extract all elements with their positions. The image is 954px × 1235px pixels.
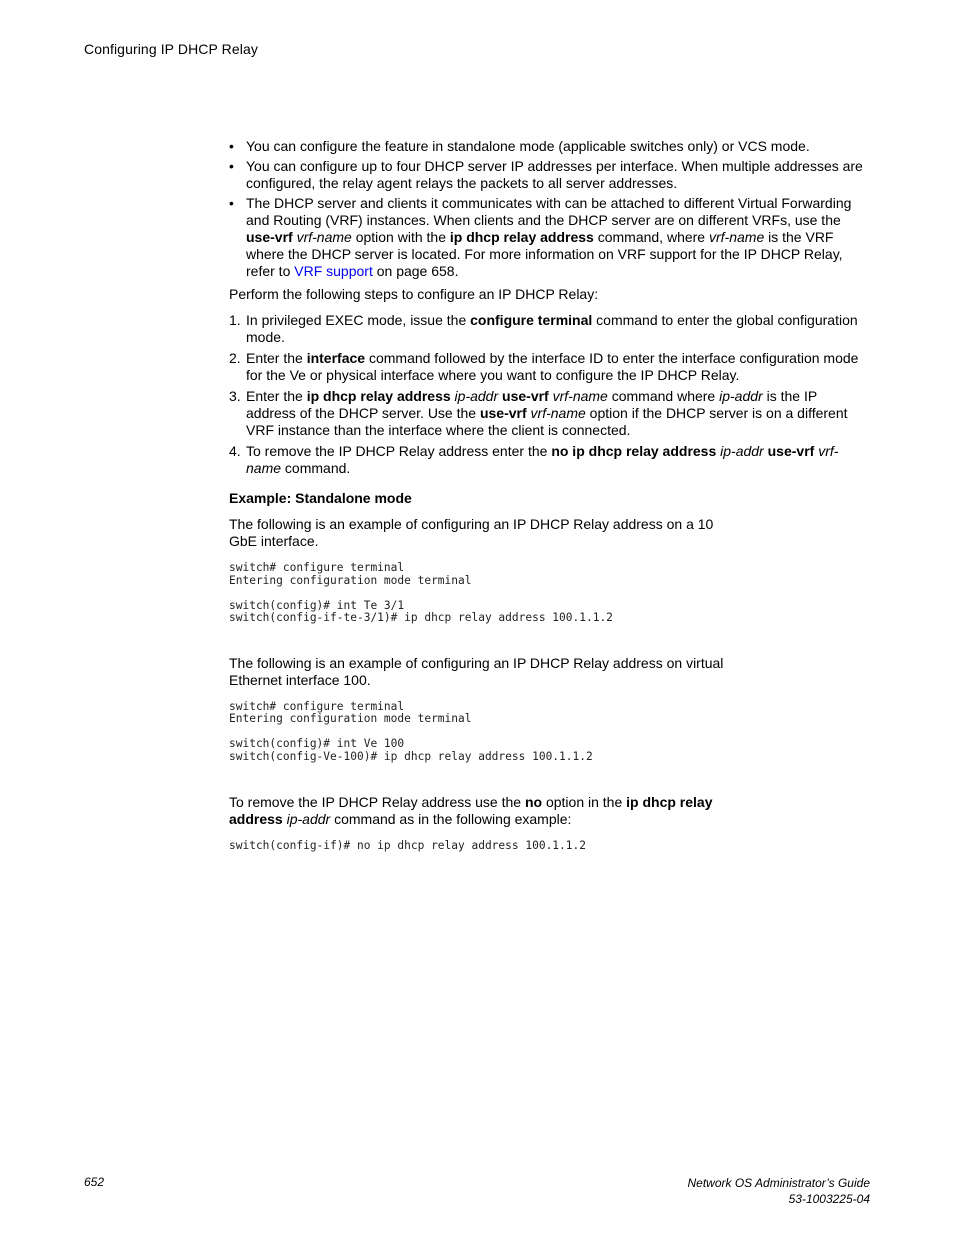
book-title: Network OS Administrator’s Guide <box>687 1176 870 1190</box>
example-description: The following is an example of configuring an IP DHCP Relay address on virtual Ethernet interface 100. <box>229 654 724 688</box>
code-block: switch# configure terminal Entering configuration mode terminal switch(config)# int Te 3/1 switch(config-if-te-3/1)# ip dhcp relay address 100.1.1.2 <box>229 561 613 624</box>
list-item: 1. In privileged EXEC mode, issue the configure terminal command to enter the global configuration mode. <box>229 312 858 345</box>
page-body <box>229 138 869 853</box>
example-heading: Example: Standalone mode <box>229 490 412 506</box>
list-item: • You can configure the feature in standalone mode (applicable switches only) or VCS mode. <box>229 138 869 155</box>
list-item: 2. Enter the interface command followed by the interface ID to enter the interface configuration mode for the Ve or physical interface where you want to configure the IP DHCP Relay. <box>229 350 859 383</box>
procedure-intro: Perform the following steps to configure an IP DHCP Relay: <box>229 286 599 302</box>
list-item: • You can configure up to four DHCP server IP addresses per interface. When multiple addresses are configured, the relay agent relays the packets to all server addresses. <box>229 158 869 192</box>
code-block: switch(config-if)# no ip dhcp relay address 100.1.1.2 <box>229 839 586 852</box>
example-description: To remove the IP DHCP Relay address use the no option in the ip dhcp relay address ip-addr command as in the following example: <box>229 794 713 827</box>
vrf-support-link[interactable]: VRF support <box>294 263 373 279</box>
doc-number: 53-1003225-04 <box>788 1192 870 1206</box>
example-description: The following is an example of configuring an IP DHCP Relay address on a 10 GbE interface. <box>229 516 714 549</box>
running-header: Configuring IP DHCP Relay <box>84 41 258 57</box>
list-item: 4. To remove the IP DHCP Relay address enter the no ip dhcp relay address ip-addr use-vrf vrf-name command. <box>229 443 839 476</box>
list-item: 3. Enter the ip dhcp relay address ip-addr use-vrf vrf-name command where ip-addr is the IP address of the DHCP server. Use the use-vrf vrf-name option if the DHCP server is on a different VRF instance than the interface where the client is connected. <box>229 388 848 438</box>
feature-bullet-list <box>229 138 869 280</box>
footer-book-info <box>687 1175 870 1207</box>
procedure-steps <box>229 312 869 477</box>
list-item: • The DHCP server and clients it communicates with can be attached to different Virtual Forwarding and Routing (VRF) instances. When clients and the DHCP server are on different VRFs, use the use-vrf vrf-name option with the ip dhcp relay address command, where vrf-name is the VRF where the DHCP server is located. For more information on VRF support for the IP DHCP Relay, refer to VRF support on page 658. <box>229 195 869 280</box>
page-number: 652 <box>84 1175 105 1189</box>
code-block: switch# configure terminal Entering configuration mode terminal switch(config)# int Ve 100 switch(config-Ve-100)# ip dhcp relay address 100.1.1.2 <box>229 699 593 763</box>
